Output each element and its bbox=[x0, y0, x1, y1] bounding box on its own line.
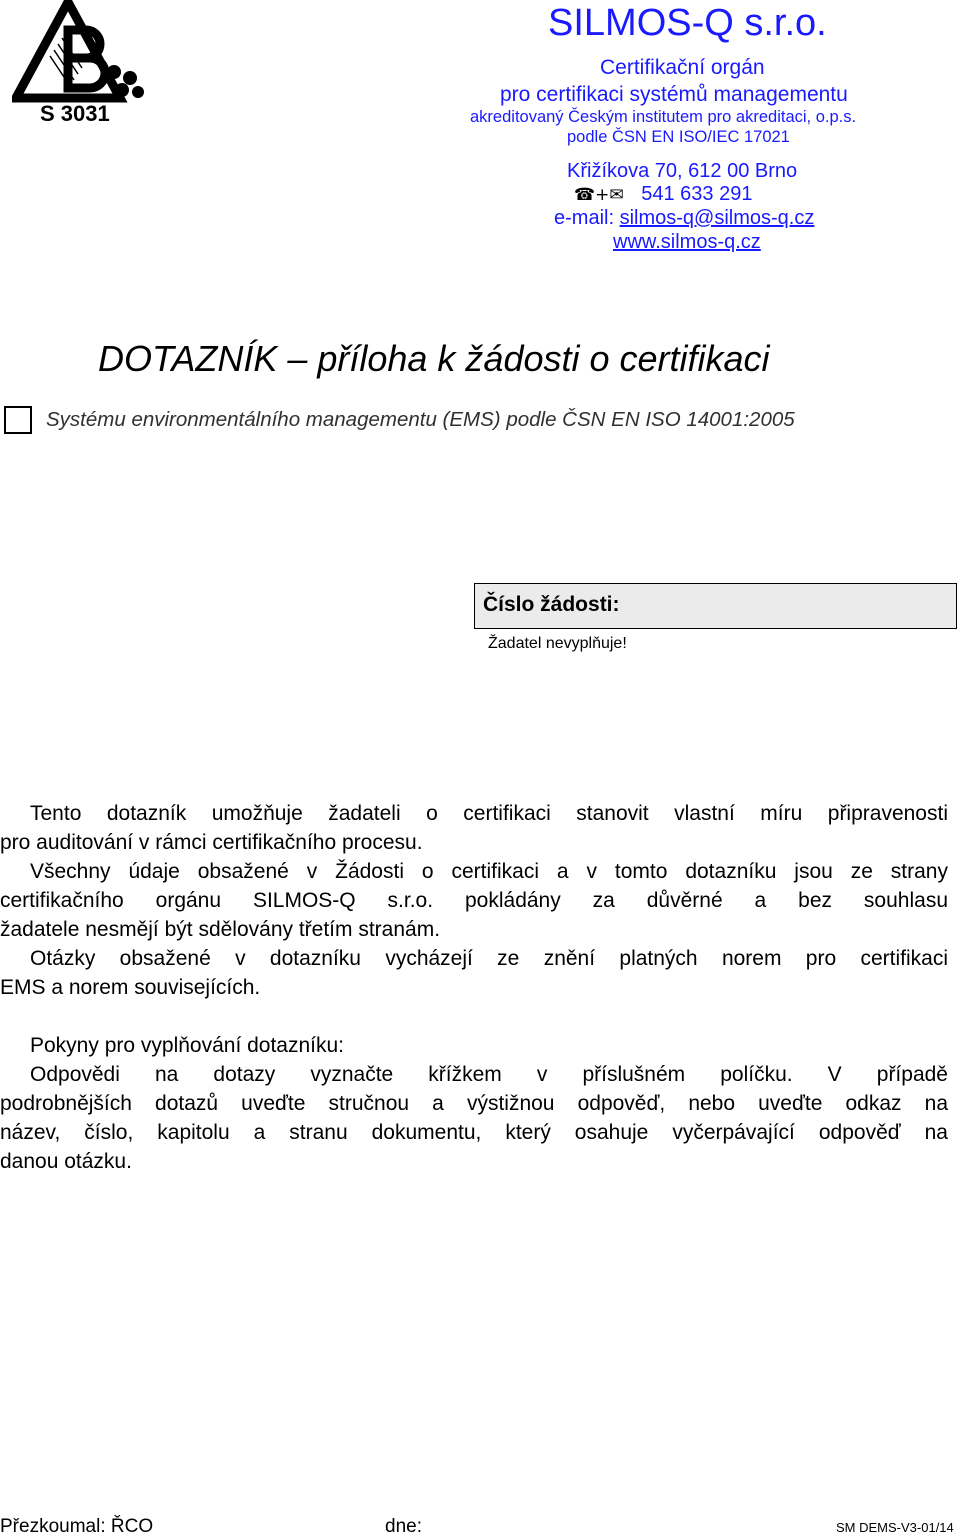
reviewed-by: Přezkoumal: ŘCO bbox=[0, 1516, 154, 1537]
email-link[interactable]: silmos-q@silmos-q.cz bbox=[619, 207, 815, 229]
confidential-line-2: certifikačního orgánu SILMOS-Q s.r.o. pokládány za důvěrné a bez souhlasu bbox=[0, 889, 948, 912]
logo-text: S 3031 bbox=[40, 101, 110, 125]
confidential-line-1: Všechny údaje obsažené v Žádosti o certifikaci a v tomto dotazníku jsou ze strany bbox=[30, 860, 948, 883]
intro-line-1: Tento dotazník umožňuje žadateli o certifikaci stanovit vlastní míru připravenosti bbox=[30, 802, 948, 825]
application-number-note: Žadatel nevyplňuje! bbox=[488, 635, 627, 652]
instructions-line-2: podrobnějších dotazů uveďte stručnou a výstižnou odpověď, nebo uveďte odkaz na bbox=[0, 1092, 948, 1115]
intro-line-2: pro auditování v rámci certifikačního procesu. bbox=[0, 831, 423, 854]
application-number-box[interactable] bbox=[474, 583, 957, 629]
website-link[interactable]: www.silmos-q.cz bbox=[613, 231, 761, 253]
header-line-2: pro certifikaci systémů managementu bbox=[500, 83, 848, 106]
header-line-1: Certifikační orgán bbox=[600, 56, 765, 79]
document-code: SM DEMS-V3-01/14 bbox=[836, 1520, 954, 1535]
confidential-line-3: žadatele nesmějí být sdělovány třetím stranám. bbox=[0, 918, 441, 941]
questions-line-1: Otázky obsažené v dotazníku vycházejí ze znění platných norem pro certifikaci bbox=[30, 947, 948, 970]
questions-line-2: EMS a norem souvisejících. bbox=[0, 976, 261, 999]
header-line-4: podle ČSN EN ISO/IEC 17021 bbox=[567, 128, 790, 146]
instructions-heading: Pokyny pro vyplňování dotazníku: bbox=[30, 1034, 345, 1057]
phone-number: 541 633 291 bbox=[641, 183, 753, 205]
phone-line bbox=[574, 183, 752, 206]
email-label: e-mail: bbox=[554, 207, 620, 229]
email-line bbox=[554, 207, 814, 230]
header-line-3: akreditovaný Českým institutem pro akreditaci, o.p.s. bbox=[470, 108, 857, 126]
certification-logo bbox=[12, 0, 150, 125]
ems-checkbox[interactable] bbox=[4, 406, 32, 434]
instructions-line-3: název, číslo, kapitolu a stranu dokumentu, který osahuje vyčerpávající odpověď na bbox=[0, 1121, 948, 1144]
ems-checkbox-label: Systému environmentálního managementu (EMS) podle ČSN EN ISO 14001:2005 bbox=[46, 408, 795, 431]
address: Křižíkova 70, 612 00 Brno bbox=[567, 160, 798, 182]
date-label: dne: bbox=[385, 1516, 422, 1537]
instructions-line-1: Odpovědi na dotazy vyznačte křížkem v příslušném políčku. V případě bbox=[30, 1063, 948, 1086]
company-name: SILMOS-Q s.r.o. bbox=[548, 2, 827, 44]
page-title: DOTAZNÍK – příloha k žádosti o certifikaci bbox=[98, 338, 770, 379]
instructions-line-4: danou otázku. bbox=[0, 1150, 132, 1173]
web-line bbox=[613, 231, 761, 254]
application-number-label: Číslo žádosti: bbox=[483, 593, 620, 616]
phone-fax-icon: ☎+✉ bbox=[574, 185, 624, 205]
